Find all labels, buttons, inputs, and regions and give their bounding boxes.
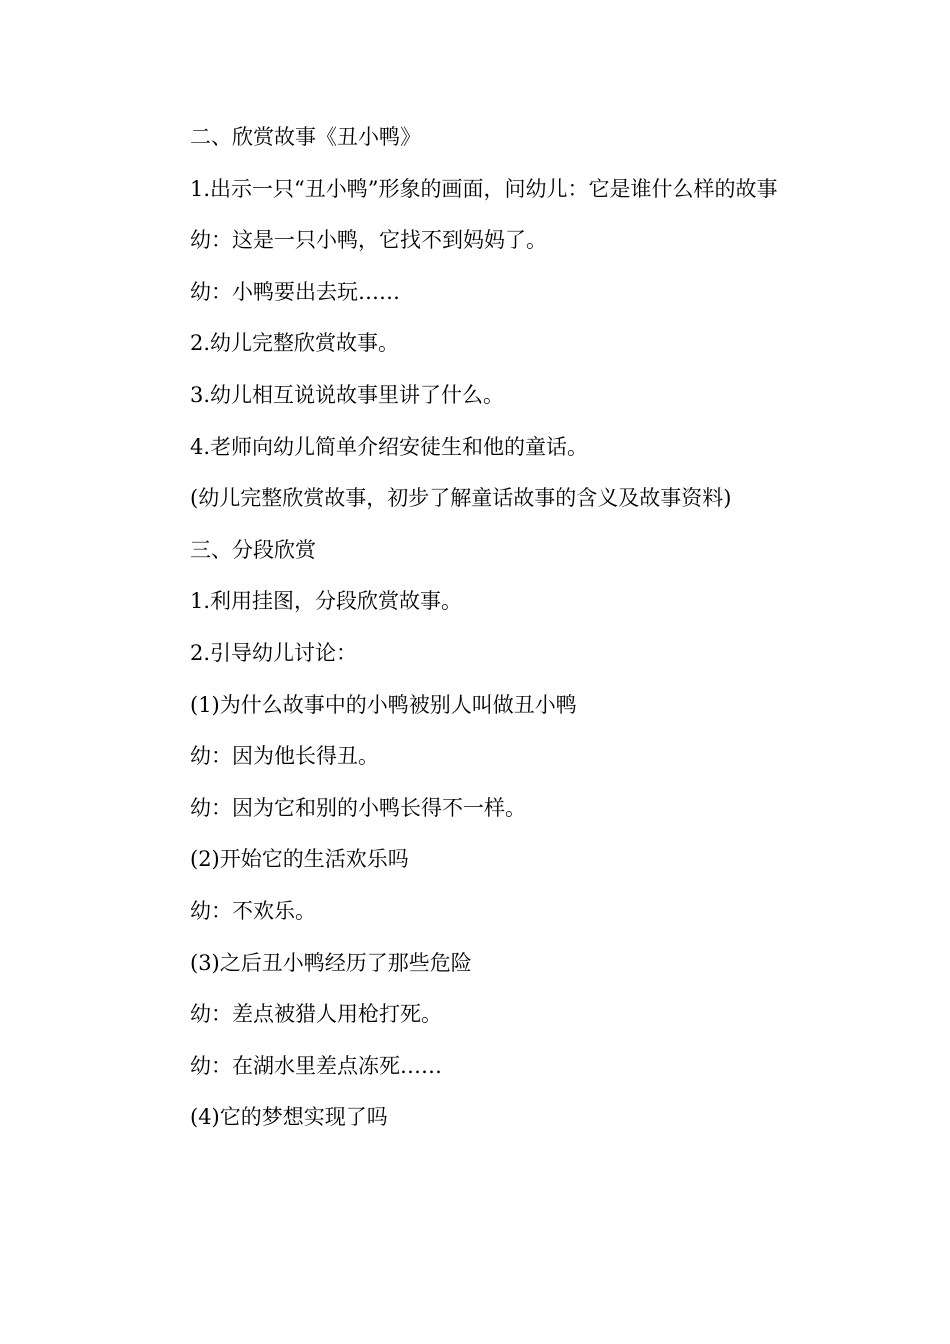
step-show-picture: 1.出示一只“丑小鸭”形象的画面，问幼儿：它是谁什么样的故事 (190, 176, 778, 201)
step-use-wall-chart: 1.利用挂图，分段欣赏故事。 (190, 589, 463, 614)
child-answer: 幼：因为它和别的小鸭长得不一样。 (190, 795, 526, 820)
step-discussion: 2.引导幼儿讨论： (190, 640, 358, 665)
child-answer: 幼：因为他长得丑。 (190, 744, 379, 769)
question-2: (2)开始它的生活欢乐吗 (190, 847, 409, 872)
section-heading-segment: 三、分段欣赏 (190, 537, 316, 562)
step-introduce-andersen: 4.老师向幼儿简单介绍安徒生和他的童话。 (190, 434, 589, 459)
child-answer: 幼：这是一只小鸭，它找不到妈妈了。 (190, 228, 547, 253)
question-1: (1)为什么故事中的小鸭被别人叫做丑小鸭 (190, 692, 577, 717)
note-goal: (幼儿完整欣赏故事，初步了解童话故事的含义及故事资料) (190, 486, 732, 511)
child-answer: 幼：差点被猎人用枪打死。 (190, 1002, 442, 1027)
question-3: (3)之后丑小鸭经历了那些危险 (190, 950, 472, 975)
child-answer: 幼：在湖水里差点冻死…… (190, 1053, 442, 1078)
question-4: (4)它的梦想实现了吗 (190, 1105, 388, 1130)
child-answer: 幼：小鸭要出去玩…… (190, 279, 400, 304)
step-full-appreciation: 2.幼儿完整欣赏故事。 (190, 331, 400, 356)
child-answer: 幼：不欢乐。 (190, 898, 316, 923)
section-heading-appreciate-story: 二、欣赏故事《丑小鸭》 (190, 125, 421, 149)
step-retell: 3.幼儿相互说说故事里讲了什么。 (190, 382, 505, 407)
document-body (147, 112, 807, 1144)
